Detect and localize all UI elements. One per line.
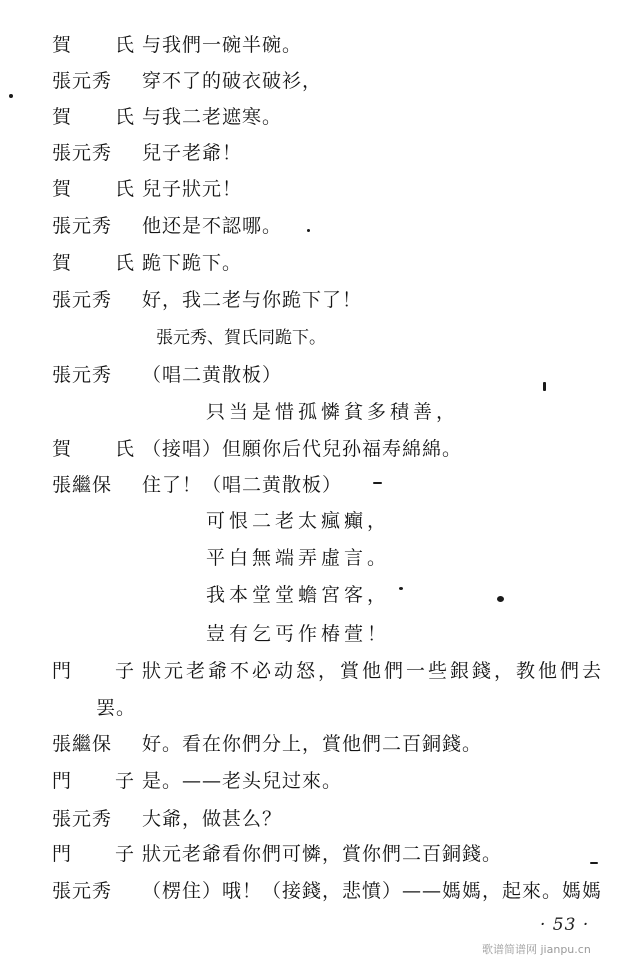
stage-direction-text: 張元秀、賀氏同跪下。 [156, 328, 326, 348]
continuation-line [0, 692, 640, 724]
speaker-name: 張繼保 [52, 733, 113, 755]
verse-text: 可恨二老太瘋癲， [206, 510, 391, 532]
dialogue-line [0, 469, 640, 501]
line-text: 大爺，做甚么？ [142, 808, 283, 830]
speaker-name: 張元秀 [52, 70, 113, 92]
speaker-name: 張元秀 [52, 808, 113, 830]
line-text: 是。——老头兒过來。 [142, 770, 343, 792]
dialogue-line [0, 29, 640, 61]
line-text: 罢。 [96, 697, 137, 719]
speaker-name: 賀 氏 [52, 106, 154, 128]
dialogue-line [0, 765, 640, 797]
speaker-name: 張元秀 [52, 289, 113, 311]
dialogue-line [0, 65, 640, 97]
ink-speck [399, 587, 403, 590]
speaker-name: 張繼保 [52, 474, 113, 496]
line-text: （接唱）但願你后代兒孙福寿綿綿。 [142, 438, 463, 460]
dialogue-line [0, 838, 640, 870]
line-text: 兒子狀元！ [142, 178, 243, 200]
verse-line [0, 542, 640, 574]
verse-line [0, 505, 640, 537]
dialogue-line [0, 875, 640, 907]
verse-line [0, 618, 640, 650]
dialogue-line [0, 210, 640, 242]
speaker-name: 張元秀 [52, 215, 113, 237]
dialogue-line [0, 433, 640, 465]
stage-direction [0, 322, 640, 354]
line-text: （唱二黄散板） [142, 364, 283, 386]
speaker-name: 賀 氏 [52, 34, 154, 56]
line-text: 住了！（唱二黄散板） [142, 474, 343, 496]
ink-speck [373, 482, 382, 484]
verse-text: 只当是惜孤憐貧多積善， [206, 401, 460, 423]
verse-text: 我本堂堂蟾宮客， [206, 584, 391, 606]
line-text: 与我二老遮寒。 [142, 106, 283, 128]
speaker-name: 門 子 [52, 770, 154, 792]
ink-speck [9, 94, 13, 98]
page-number: · 53 · [540, 915, 590, 935]
speaker-name: 賀 氏 [52, 438, 154, 460]
line-text: 好，我二老与你跪下了！ [142, 289, 363, 311]
line-text: 他还是不認哪。 [142, 215, 283, 237]
verse-line [0, 579, 640, 611]
line-text: 跪下跪下。 [142, 252, 243, 274]
line-text: 狀元老爺不必动怒，賞他們一些銀錢，教他們去 [142, 660, 605, 682]
speaker-name: 張元秀 [52, 364, 113, 386]
line-text: 狀元老爺看你們可憐，賞你們二百銅錢。 [142, 843, 503, 865]
dialogue-line [0, 173, 640, 205]
watermark: 歌谱简谱网 jianpu.cn [482, 943, 591, 956]
ink-speck [590, 862, 598, 864]
dialogue-line [0, 803, 640, 835]
dialogue-line [0, 655, 640, 687]
verse-text: 平白無端弄虛言。 [206, 547, 391, 569]
ink-speck [497, 596, 504, 602]
speaker-name: 賀 氏 [52, 252, 154, 274]
line-text: 好。看在你們分上，賞他們二百銅錢。 [142, 733, 483, 755]
dialogue-line [0, 284, 640, 316]
dialogue-line [0, 728, 640, 760]
verse-line [0, 396, 640, 428]
dialogue-line [0, 137, 640, 169]
dialogue-line [0, 101, 640, 133]
dialogue-line [0, 247, 640, 279]
speaker-name: 門 子 [52, 843, 154, 865]
speaker-name: 賀 氏 [52, 178, 154, 200]
speaker-name: 張元秀 [52, 142, 113, 164]
line-text: （楞住）哦！（接錢，悲憤）——媽媽，起來。媽媽 [142, 880, 603, 902]
ink-speck [307, 229, 310, 232]
speaker-name: 門 子 [52, 660, 154, 682]
line-text: 兒子老爺！ [142, 142, 243, 164]
ink-speck [543, 382, 546, 391]
line-text: 穿不了的破衣破衫， [142, 70, 323, 92]
speaker-name: 張元秀 [52, 880, 113, 902]
line-text: 与我們一碗半碗。 [142, 34, 303, 56]
verse-text: 豈有乞丐作椿萱！ [206, 623, 391, 645]
